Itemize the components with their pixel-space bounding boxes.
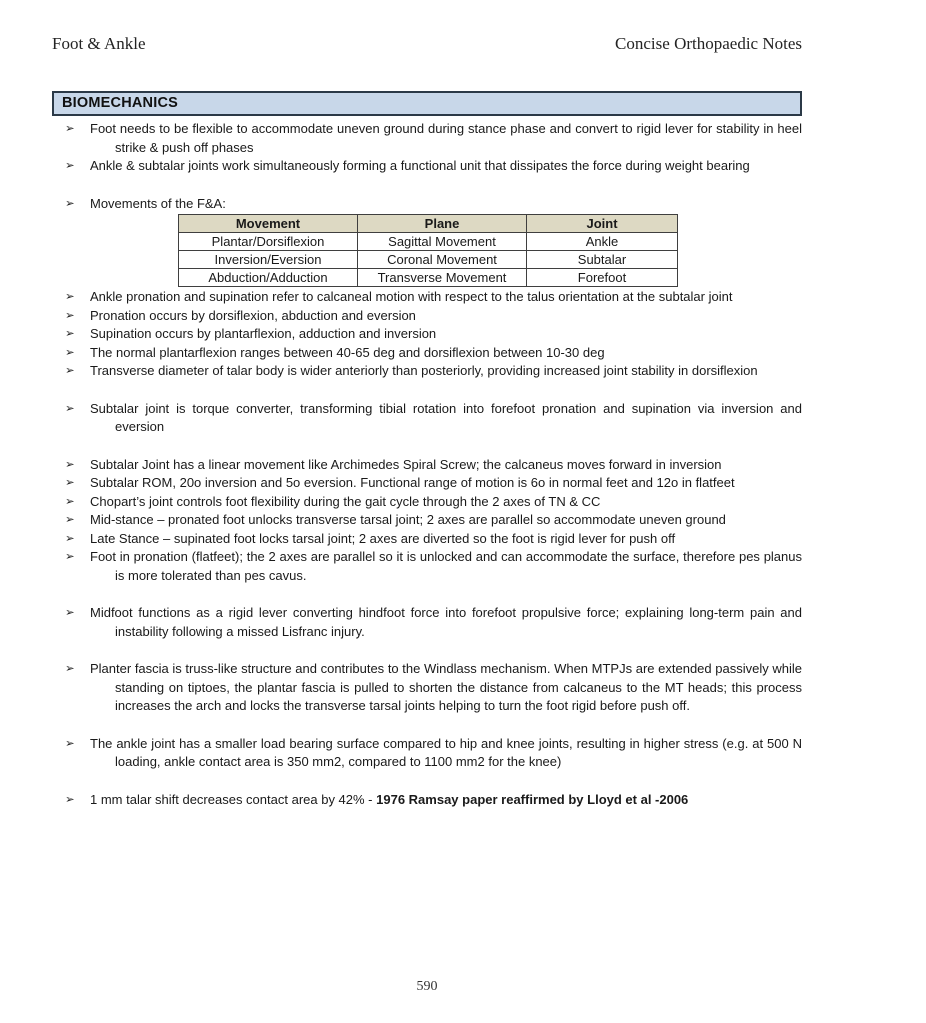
- table-cell: Inversion/Eversion: [179, 251, 358, 269]
- arrow-bullet-icon: ➢: [65, 495, 75, 508]
- arrow-bullet-icon: ➢: [65, 346, 75, 359]
- arrow-bullet-icon: ➢: [65, 123, 75, 135]
- arrow-bullet-icon: ➢: [65, 328, 75, 340]
- table-header-cell: Plane: [358, 215, 527, 233]
- bullet-item: [52, 362, 802, 381]
- table-row: [179, 251, 678, 269]
- doc-header: [52, 0, 802, 54]
- table-cell: Abduction/Adduction: [179, 269, 358, 287]
- bullet-item: [52, 735, 802, 772]
- bullet-text-bold: 1976 Ramsay paper reaffirmed by Lloyd et al -2006: [376, 791, 689, 807]
- header-left-title: Foot & Ankle: [52, 34, 146, 53]
- bullet-text: Ankle pronation and supination refer to calcaneal motion with respect to the talus orientation at the subtalar joint: [90, 289, 733, 304]
- bullet-text: Foot in pronation (flatfeet); the 2 axes are parallel so it is unlocked and can accommodate the surface, therefore pes planus is more tolerated than pes cavus.: [90, 549, 802, 583]
- table-row: [179, 233, 678, 251]
- table-cell: Plantar/Dorsiflexion: [179, 233, 358, 251]
- bullet-text: Subtalar Joint has a linear movement like Archimedes Spiral Screw; the calcaneus moves forward in inversion: [90, 456, 722, 472]
- bullet-item: [52, 456, 802, 475]
- arrow-bullet-icon: ➢: [65, 737, 75, 750]
- header-right-title: Concise Orthopaedic Notes: [615, 34, 802, 53]
- table-cell: Transverse Movement: [358, 269, 527, 287]
- arrow-bullet-icon: ➢: [65, 607, 75, 619]
- table-cell: Sagittal Movement: [358, 233, 527, 251]
- arrow-bullet-icon: ➢: [65, 793, 75, 806]
- table-header-cell: Movement: [179, 215, 358, 233]
- table-cell: Subtalar: [527, 251, 678, 269]
- bullet-text: Planter fascia is truss-like structure and contributes to the Windlass mechanism. When MTPJs are extended passively while standing on tiptoes, the plantar fascia is pulled to shorten the distance from calcaneus to the MT heads; this process increases the arch and locks the transverse tarsal joints helping to turn the foot rigid before push off.: [90, 661, 802, 713]
- page-footer: [52, 979, 802, 995]
- bullet-item: [52, 530, 802, 549]
- bullet-text: Chopart’s joint controls foot flexibility during the gait cycle through the 2 axes of TN & CC: [90, 493, 601, 509]
- movements-table: [178, 214, 678, 287]
- table-cell: Ankle: [527, 233, 678, 251]
- arrow-bullet-icon: ➢: [65, 514, 75, 526]
- arrow-bullet-icon: ➢: [65, 663, 75, 675]
- bullet-item: [52, 400, 802, 437]
- arrow-bullet-icon: ➢: [65, 309, 75, 322]
- bullet-text: Transverse diameter of talar body is wider anteriorly than posteriorly, providing increased joint stability in dorsiflexion: [90, 363, 758, 378]
- bullet-item: [52, 288, 802, 307]
- bullet-text: Foot needs to be flexible to accommodate uneven ground during stance phase and convert to rigid lever for stability in heel strike & push off phases: [90, 121, 802, 155]
- bullet-item: [52, 120, 802, 157]
- bullet-text: Subtalar ROM, 20o inversion and 5o eversion. Functional range of motion is 6o in normal feet and 12o in flatfeet: [90, 475, 735, 490]
- bullet-text: Ankle & subtalar joints work simultaneously forming a functional unit that dissipates the force during weight bearing: [90, 158, 750, 173]
- bullet-list: [52, 120, 802, 809]
- table-header-row: [179, 215, 678, 233]
- arrow-bullet-icon: ➢: [65, 160, 75, 172]
- page-number: 590: [416, 979, 438, 994]
- table-row: [179, 269, 678, 287]
- content-column: [52, 0, 802, 809]
- bullet-text: Pronation occurs by dorsiflexion, abduction and eversion: [90, 307, 416, 323]
- bullet-item: [52, 493, 802, 512]
- bullet-item: [52, 511, 802, 530]
- bullet-text: 1 mm talar shift decreases contact area by 42% -: [90, 791, 377, 807]
- arrow-bullet-icon: ➢: [65, 458, 75, 471]
- bullet-text: Movements of the F&A:: [90, 195, 226, 211]
- table-header-cell: Joint: [527, 215, 678, 233]
- arrow-bullet-icon: ➢: [65, 551, 75, 563]
- bullet-text: The ankle joint has a smaller load bearing surface compared to hip and knee joints, resulting in higher stress (e.g. at 500 N loading, ankle contact area is 350 mm2, compared to 1100 mm2 for the knee): [90, 735, 802, 769]
- section-title-bar: [52, 91, 802, 116]
- section-title: BIOMECHANICS: [62, 95, 178, 111]
- bullet-text: Subtalar joint is torque converter, transforming tibial rotation into forefoot pronation and supination via inversion and eversion: [90, 400, 802, 434]
- bullet-text: Mid-stance – pronated foot unlocks transverse tarsal joint; 2 axes are parallel so accommodate uneven ground: [90, 512, 726, 527]
- bullet-item: [52, 195, 802, 214]
- bullet-item: [52, 344, 802, 363]
- bullet-item: [52, 474, 802, 493]
- bullet-text: Late Stance – supinated foot locks tarsal joint; 2 axes are diverted so the foot is rigid lever for push off: [90, 530, 676, 546]
- bullet-text: The normal plantarflexion ranges between 40-65 deg and dorsiflexion between 10-30 deg: [90, 344, 605, 360]
- arrow-bullet-icon: ➢: [65, 477, 75, 489]
- bullet-item: [52, 157, 802, 176]
- bullet-item: [52, 660, 802, 716]
- table-cell: Forefoot: [527, 269, 678, 287]
- bullet-item: [52, 325, 802, 344]
- bullet-item: [52, 548, 802, 585]
- arrow-bullet-icon: ➢: [65, 291, 75, 303]
- bullet-item: [52, 307, 802, 326]
- bullet-text: Midfoot functions as a rigid lever converting hindfoot force into forefoot propulsive force; explaining long-term pain and instability following a missed Lisfranc injury.: [90, 605, 802, 639]
- arrow-bullet-icon: ➢: [65, 365, 75, 377]
- bullet-text: Supination occurs by plantarflexion, adduction and inversion: [90, 326, 437, 341]
- bullet-item: [52, 791, 802, 810]
- table-cell: Coronal Movement: [358, 251, 527, 269]
- arrow-bullet-icon: ➢: [65, 197, 75, 210]
- arrow-bullet-icon: ➢: [65, 402, 75, 415]
- bullet-item: [52, 604, 802, 641]
- arrow-bullet-icon: ➢: [65, 532, 75, 545]
